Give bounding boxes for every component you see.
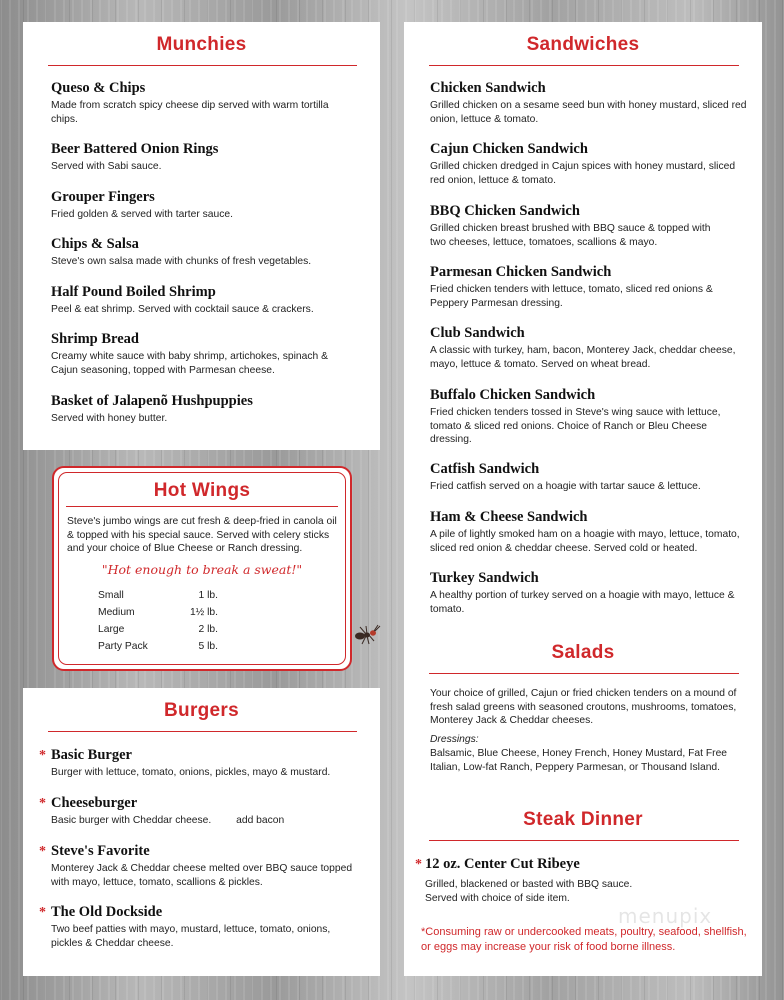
raw-warning-star: * [415,857,422,872]
item-desc: Creamy white sauce with baby shrimp, artichokes, spinach & Cajun seasoning, topped with Parmesan cheese. [51,351,328,376]
hot-wings-rule [66,506,338,507]
raw-warning-star: * [39,905,46,920]
item-desc: A healthy portion of turkey served on a hoagie with mayo, lettuce & tomato. [430,590,735,615]
steak-desc: Grilled, blackened or basted with BBQ sauce. [425,879,633,890]
menu-item [430,263,730,310]
raw-warning-star: * [39,748,46,763]
menu-item [51,842,366,889]
item-name: Chicken Sandwich [430,80,546,96]
raw-meat-warning: *Consuming raw or undercooked meats, poultry, seafood, shellfish, or eggs may increase your risk of food borne illness. [421,926,747,953]
salads-rule [429,673,739,674]
item-desc: Peel & eat shrimp. Served with cocktail sauce & crackers. [51,304,314,315]
item-desc: Fried chicken tenders with lettuce, tomato, sliced red onions & Peppery Parmesan dressing. [430,284,713,309]
item-name: Steve's Favorite [51,843,150,859]
item-desc [51,814,366,828]
menu-item [51,79,351,126]
item-name: Ham & Cheese Sandwich [430,509,588,525]
hot-wings-desc: Steve's jumbo wings are cut fresh & deep-fried in canola oil & topped with his special sauce. Served with celery sticks and your choice of Blue Cheese or Ranch dressing. [67,516,337,554]
wing-size-label: Large [98,624,125,635]
menu-item [51,140,351,174]
steak-name: 12 oz. Center Cut Ribeye [425,856,580,872]
menu-item [430,508,748,555]
raw-warning-star: * [39,844,46,859]
burgers-rule [48,731,357,732]
menu-item [51,235,351,269]
sandwiches-heading: Sandwiches [526,34,640,55]
menu-item [51,283,351,317]
menu-item [51,330,336,377]
item-name: Shrimp Bread [51,331,139,347]
item-name: Beer Battered Onion Rings [51,141,219,157]
watermark: menupix [618,904,713,928]
wing-size-label: Medium [98,607,135,618]
item-name: BBQ Chicken Sandwich [430,203,580,219]
item-name: Queso & Chips [51,80,146,96]
hot-wings-box [52,466,352,671]
item-name: Catfish Sandwich [430,461,540,477]
item-name: Grouper Fingers [51,189,155,205]
menu-item [430,79,748,126]
steak-rule [429,840,739,841]
hot-wings-heading: Hot Wings [153,480,251,501]
salads-heading: Salads [551,642,615,663]
item-desc: Burger with lettuce, tomato, onions, pickles, mayo & mustard. [51,767,331,778]
item-desc: Served with honey butter. [51,413,168,424]
menu-item [51,392,351,426]
ant-icon [352,622,384,648]
item-name: Parmesan Chicken Sandwich [430,264,612,280]
item-name: Cajun Chicken Sandwich [430,141,588,157]
item-desc: Fried catfish served on a hoagie with tartar sauce & lettuce. [430,481,701,492]
menu-item [430,140,748,187]
munchies-heading: Munchies [156,34,247,55]
item-name: Half Pound Boiled Shrimp [51,284,216,300]
item-desc: Grilled chicken breast brushed with BBQ sauce & topped with two cheeses, lettuce, tomatoes, scallions & mayo. [430,223,711,248]
munchies-card [23,22,380,450]
item-name: Basket of Jalapenõ Hushpuppies [51,393,253,409]
item-name: Basic Burger [51,747,132,763]
item-desc: Served with Sabi sauce. [51,161,162,172]
item-name: The Old Dockside [51,904,163,920]
item-name: Club Sandwich [430,325,525,341]
menu-item [51,794,366,828]
item-desc: A classic with turkey, ham, bacon, Monterey Jack, cheddar cheese, mayo, lettuce & tomato. Served on wheat bread. [430,345,736,370]
menu-item [51,746,366,780]
munchies-rule [48,65,357,66]
menu-item [51,903,341,950]
menu-item [51,188,351,222]
steak-side: Served with choice of side item. [425,893,570,904]
hot-wings-tagline: "Hot enough to break a sweat!" [101,562,303,577]
item-desc: Grilled chicken dredged in Cajun spices with honey mustard, sliced red onion, lettuce & tomato. [430,161,736,186]
item-desc: Grilled chicken on a sesame seed bun with honey mustard, sliced red onion, lettuce & tomato. [430,100,747,125]
dressings-label: Dressings: [430,734,479,745]
burgers-heading: Burgers [164,700,239,721]
wing-size-amount: 2 lb. [198,624,218,635]
item-desc: Steve's own salsa made with chunks of fresh vegetables. [51,256,312,267]
item-name: Buffalo Chicken Sandwich [430,387,596,403]
right-column-card [404,22,762,976]
item-desc: Made from scratch spicy cheese dip served with warm tortilla chips. [51,100,329,125]
item-name: Turkey Sandwich [430,570,539,586]
wing-size-amount: 5 lb. [198,641,218,652]
item-desc: Fried chicken tenders tossed in Steve's wing sauce with lettuce, tomato & sliced red onions. Choice of Ranch or Bleu Cheese dressing. [430,407,721,445]
wing-size-label: Small [98,590,124,601]
item-desc: Fried golden & served with tarter sauce. [51,209,234,220]
menu-item [430,569,748,616]
item-name: Cheeseburger [51,795,138,811]
raw-warning-star: * [39,796,46,811]
salads-desc: Your choice of grilled, Cajun or fried chicken tenders on a mound of fresh salad greens with seasoned croutons, mushrooms, tomatoes, Monterey Jack & Cheddar cheeses. [430,688,737,726]
menu-item [430,202,720,249]
dressings-list: Balsamic, Blue Cheese, Honey French, Honey Mustard, Fat Free Italian, Low-fat Ranch, Peppery Parmesan, or Thousand Island. [430,748,728,773]
wing-size-amount: 1 lb. [198,590,218,601]
item-desc-text: Basic burger with Cheddar cheese. [51,815,212,826]
item-desc: Two beef patties with mayo, mustard, lettuce, tomato, onions, pickles & Cheddar cheese. [51,924,331,949]
item-desc: A pile of lightly smoked ham on a hoagie with mayo, lettuce, tomato, sliced red onion & cheddar cheese. Served cold or heated. [430,529,740,554]
sandwiches-rule [429,65,739,66]
item-desc: Monterey Jack & Cheddar cheese melted over BBQ sauce topped with mayo, lettuce, tomato, scallions & pickles. [51,863,353,888]
menu-item [430,324,750,371]
item-extra: add bacon [236,815,285,826]
menu-item [430,460,748,494]
burgers-card [23,688,380,976]
wing-size-amount: 1½ lb. [189,607,218,618]
steak-heading: Steak Dinner [523,809,643,830]
wing-size-label: Party Pack [98,641,148,652]
item-name: Chips & Salsa [51,236,139,252]
menu-item [430,386,742,447]
